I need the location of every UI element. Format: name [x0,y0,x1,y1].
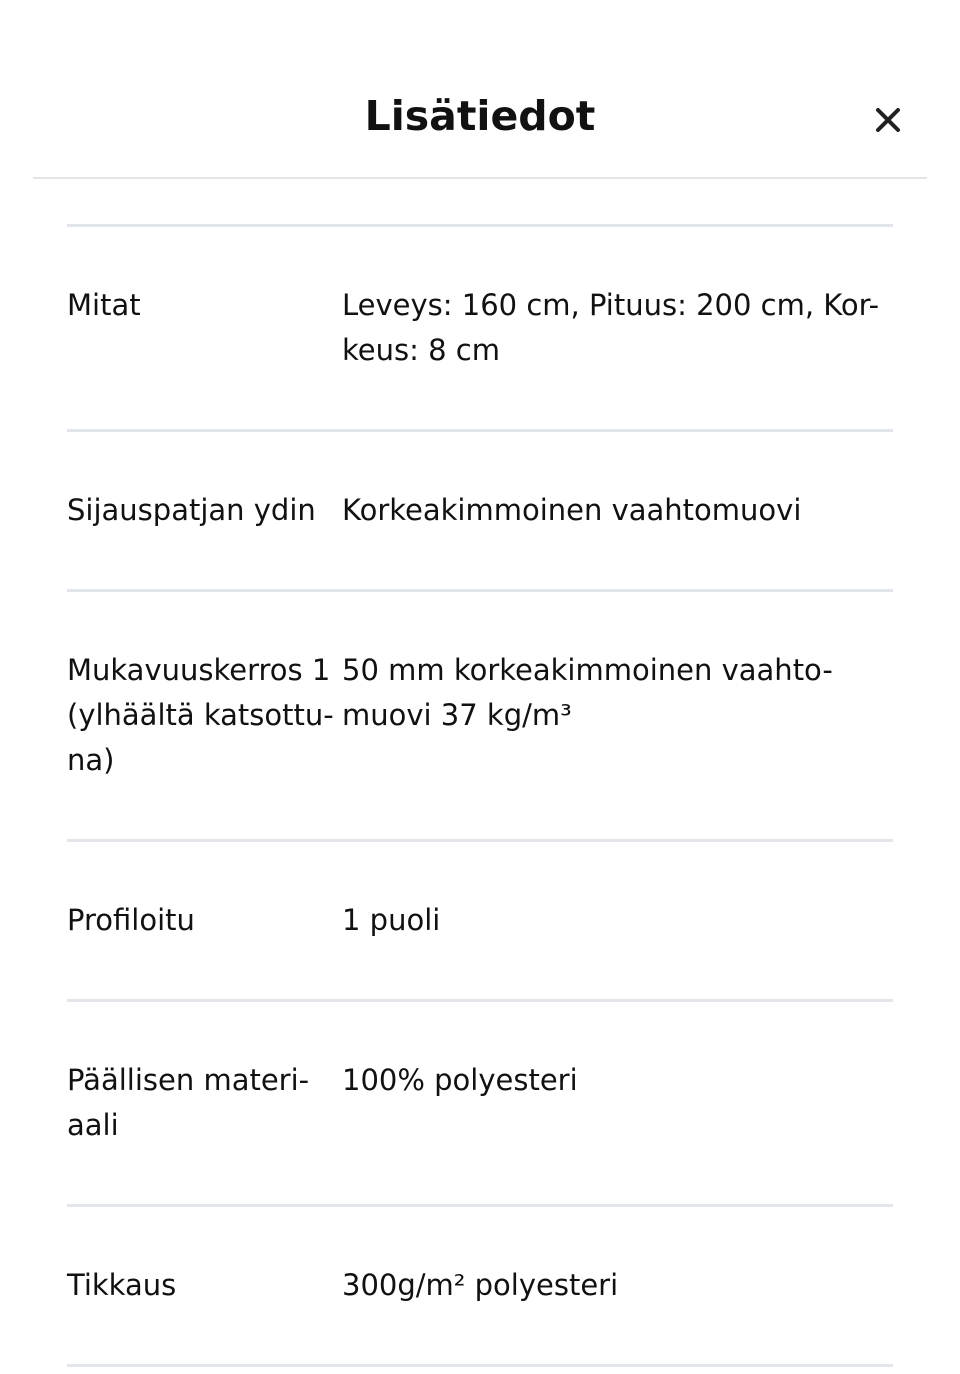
spec-row-profiled [67,842,893,999]
spec-value: Korkeakimmoinen vaahtomuovi [342,493,802,527]
dialog-title: Lisätiedot [364,92,596,140]
spec-label: Sijauspatjan ydin [67,493,316,527]
spec-value: 300g/m² polyesteri [342,1268,619,1302]
spec-label: Mukavuuskerros 1 (ylhäältä katsottu- na) [67,653,334,777]
spec-value: Leveys: 160 cm, Pituus: 200 cm, Kor- keus: 8 cm [342,288,880,367]
spec-row-quilting [67,1207,893,1364]
spec-row-core [67,432,893,589]
spec-list [67,224,893,1367]
spec-label: Päällisen materi- aali [67,1063,310,1142]
close-button[interactable] [862,94,914,146]
spec-value: 1 puoli [342,903,441,937]
header-divider [33,177,927,179]
spec-value: 100% polyesteri [342,1063,578,1097]
spec-label: Mitat [67,288,141,322]
spec-label: Profiloitu [67,903,195,937]
dialog-header [0,0,960,178]
spec-row-mitat [67,227,893,429]
spec-value: 50 mm korkeakimmoinen vaahto- muovi 37 kg/m³ [342,653,833,732]
spec-label: Tikkaus [67,1268,177,1302]
close-icon [862,94,914,146]
spec-row-cover-material [67,1002,893,1204]
row-divider [67,1364,893,1367]
spec-row-comfort-layer [67,592,893,839]
